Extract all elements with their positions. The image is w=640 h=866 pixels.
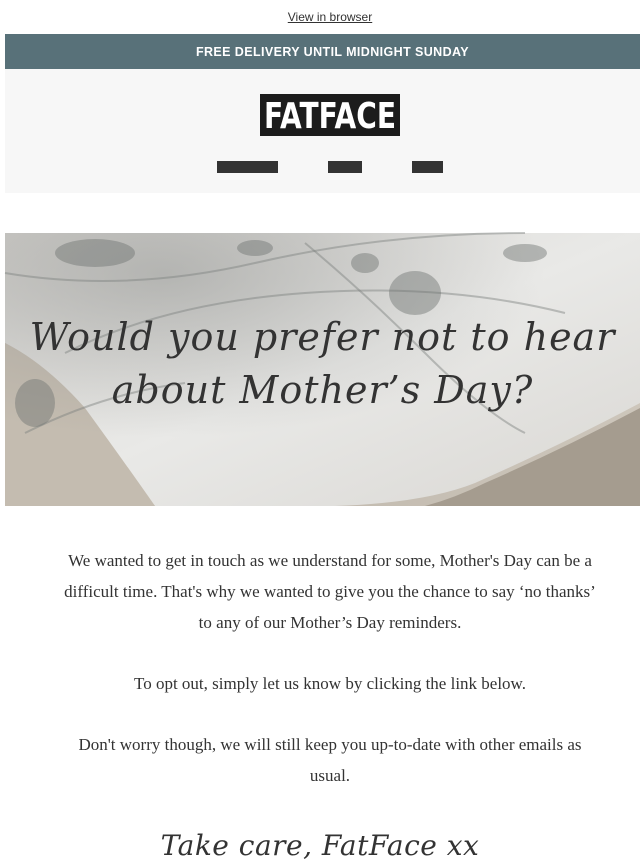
- signoff: Take care, FatFace xx: [160, 829, 480, 862]
- nav-link-1[interactable]: [217, 161, 278, 173]
- hero-title-line-2: about Mother’s Day?: [111, 368, 534, 412]
- view-in-browser-link[interactable]: View in browser: [287, 10, 373, 24]
- fatface-logo[interactable]: [260, 94, 400, 136]
- nav-link-3[interactable]: [412, 161, 443, 173]
- opt-out-paragraph: To opt out, simply let us know by clicking the link below.: [134, 674, 526, 693]
- hero-title: [5, 311, 640, 417]
- promo-banner[interactable]: [5, 34, 640, 69]
- fatface-logo-image: [260, 94, 400, 136]
- intro-paragraph: We wanted to get in touch as we understand for some, Mother's Day can be a difficult time. That's why we wanted to give you the chance to say ‘no thanks’ to any of our Mother’s Day reminders.: [64, 551, 596, 632]
- hero-title-line-1: Would you prefer not to hear: [29, 315, 616, 359]
- promo-banner-text: FREE DELIVERY UNTIL MIDNIGHT SUNDAY: [195, 44, 470, 59]
- reassurance-paragraph: Don't worry though, we will still keep you up-to-date with other emails as usual.: [78, 735, 582, 785]
- preheader: [0, 0, 640, 34]
- hero-banner: [5, 233, 640, 506]
- email-header: [5, 69, 640, 193]
- fatface-logo-wordmark: FATFACE: [264, 96, 396, 137]
- nav-link-2[interactable]: [328, 161, 362, 173]
